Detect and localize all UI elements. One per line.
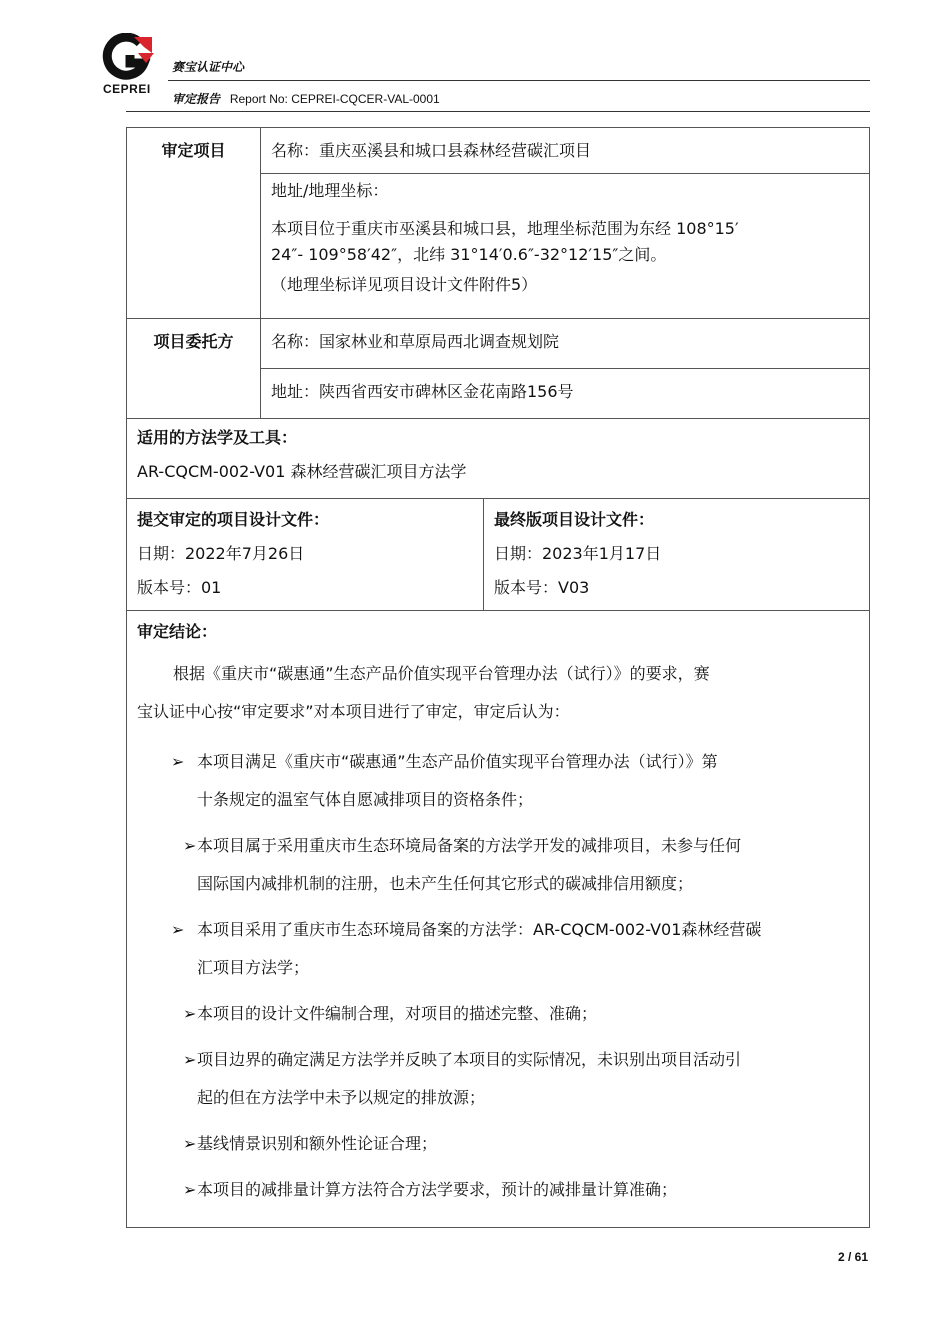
address-note: （地理坐标详见项目设计文件附件5） (271, 275, 538, 294)
address-label: 地址/地理坐标： (271, 181, 389, 200)
arrow-bullet-icon: ➢ (183, 836, 197, 855)
conclusion-list (127, 743, 869, 1209)
submitted-pdd-version: 版本号：01 (137, 578, 222, 597)
final-pdd-cell (484, 499, 870, 611)
client-name-cell (261, 319, 870, 369)
final-pdd-version: 版本号：V03 (494, 578, 590, 597)
final-pdd-date: 日期：2023年1月17日 (494, 544, 662, 563)
conclusion-intro-1: 根据《重庆市“碳惠通”生态产品价值实现平台管理办法（试行）》的要求，赛 (173, 664, 710, 683)
page-number: 2 / 61 (837, 1250, 868, 1264)
conclusion-intro-2: 宝认证中心按“审定要求”对本项目进行了审定，审定后认为： (137, 702, 570, 721)
final-pdd-label: 最终版项目设计文件： (494, 510, 655, 529)
client-label: 项目委托方 (153, 332, 234, 351)
report-number (172, 90, 440, 107)
list-item: ➢ 本项目属于采用重庆市生态环境局备案的方法学开发的减排项目，未参与任何 国际国内减排机制的注册，也未产生任何其它形式的碳减排信用额度； (127, 827, 869, 903)
list-item: ➢ 本项目满足《重庆市“碳惠通”生态产品价值实现平台管理办法（试行）》第 十条规定的温室气体自愿减排项目的资格条件； (127, 743, 869, 819)
list-item: ➢ 基线情景识别和额外性论证合理； (127, 1125, 869, 1163)
project-label-cell (127, 128, 261, 319)
project-label: 审定项目 (161, 141, 226, 160)
list-item: ➢ 本项目采用了重庆市生态环境局备案的方法学：AR-CQCM-002-V01森林经营碳 汇项目方法学； (127, 911, 869, 987)
submitted-pdd-cell (127, 499, 484, 611)
list-item: ➢ 本项目的设计文件编制合理，对项目的描述完整、准确； (127, 995, 869, 1033)
arrow-bullet-icon: ➢ (183, 1180, 197, 1199)
list-item: ➢ 项目边界的确定满足方法学并反映了本项目的实际情况，未识别出项目活动引 起的但在方法学中未予以规定的排放源； (127, 1041, 869, 1117)
conclusion-cell (127, 611, 870, 1228)
validation-table (126, 127, 870, 1228)
client-address: 地址：陕西省西安市碑林区金花南路156号 (271, 382, 574, 401)
project-address-cell (261, 174, 870, 319)
ceprei-logo-icon (100, 33, 156, 81)
list-item: ➢ 本项目的减排量计算方法符合方法学要求，预计的减排量计算准确； (127, 1171, 869, 1209)
submitted-pdd-date: 日期：2022年7月26日 (137, 544, 305, 563)
arrow-bullet-icon: ➢ (183, 1134, 197, 1153)
methodology-cell (127, 419, 870, 499)
report-label: 审定报告 (172, 92, 221, 106)
arrow-bullet-icon: ➢ (171, 920, 185, 939)
arrow-bullet-icon: ➢ (183, 1004, 197, 1023)
org-name: 赛宝认证中心 (172, 60, 245, 74)
report-no-value: Report No: CEPREI-CQCER-VAL-0001 (229, 92, 440, 106)
conclusion-label: 审定结论： (137, 622, 218, 641)
methodology-label: 适用的方法学及工具： (137, 428, 298, 447)
logo-text: CEPREI (103, 82, 151, 96)
client-name: 名称：国家林业和草原局西北调查规划院 (271, 332, 560, 351)
address-line-1: 本项目位于重庆市巫溪县和城口县，地理坐标范围为东经 108°15′ (271, 219, 739, 238)
address-line-2: 24″- 109°58′42″，北纬 31°14′0.6″-32°12′15″之间。 (271, 245, 667, 264)
methodology-value: AR-CQCM-002-V01 森林经营碳汇项目方法学 (137, 462, 467, 481)
project-name-cell (261, 128, 870, 174)
header-divider (168, 80, 870, 81)
header-bottom-divider (126, 111, 870, 112)
client-label-cell (127, 319, 261, 419)
submitted-pdd-label: 提交审定的项目设计文件： (137, 510, 330, 529)
arrow-bullet-icon: ➢ (183, 1050, 197, 1069)
client-address-cell (261, 369, 870, 419)
project-name: 名称：重庆巫溪县和城口县森林经营碳汇项目 (271, 141, 592, 160)
arrow-bullet-icon: ➢ (171, 752, 185, 771)
